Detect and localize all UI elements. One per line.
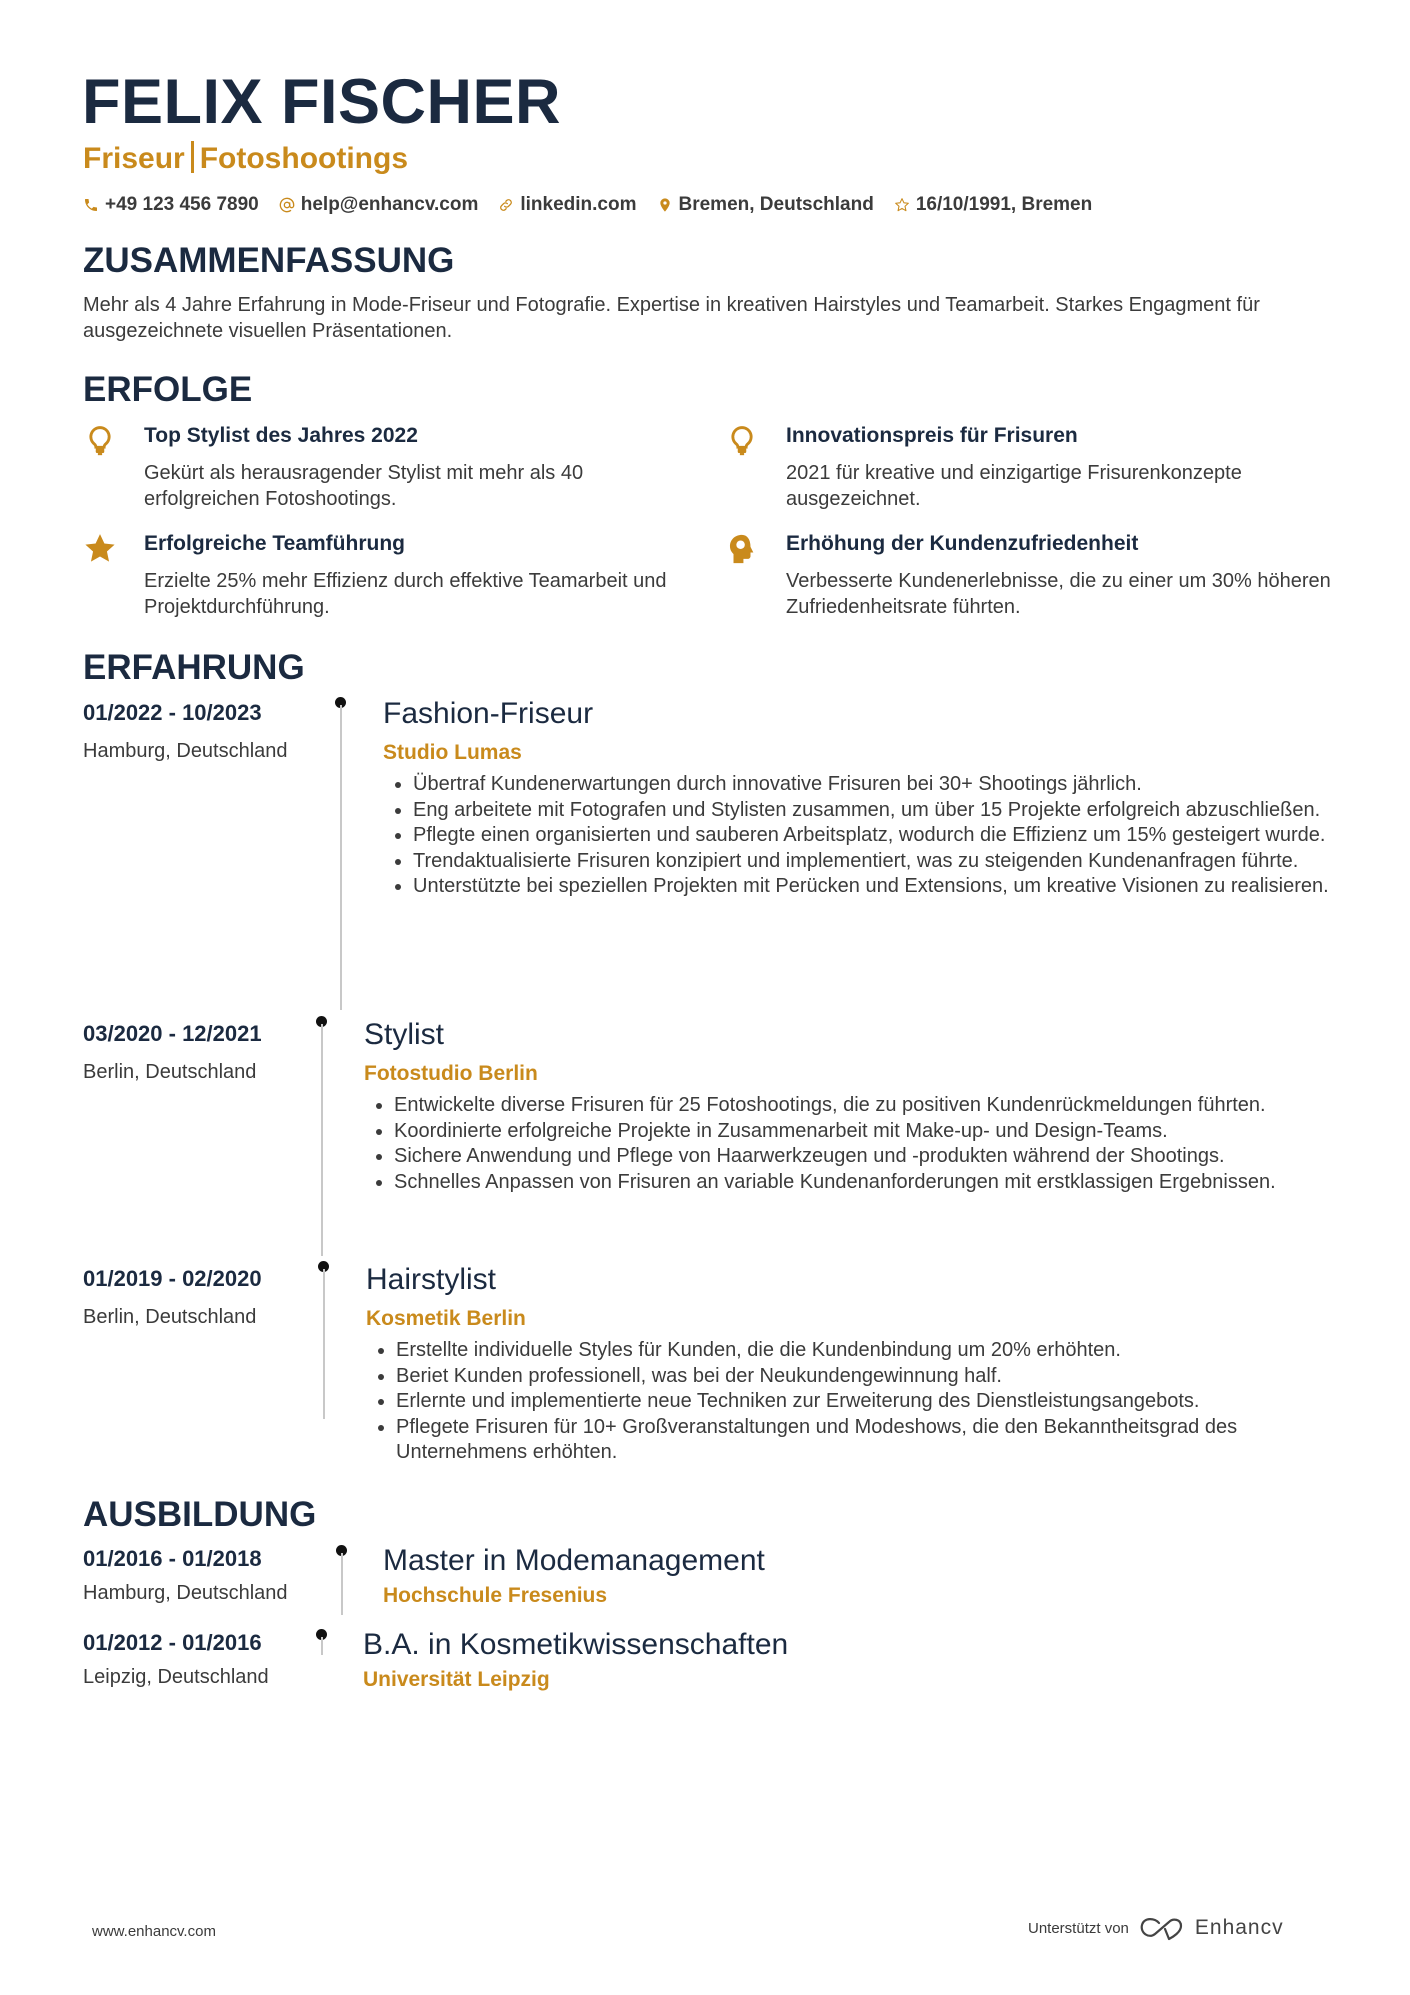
job-bullet: • Erlernte und implementierte neue Techniken zur Erweiterung des Dienstleistungsangebots. bbox=[396, 1389, 1356, 1415]
head-idea-icon bbox=[725, 532, 759, 566]
timeline-line bbox=[321, 1024, 323, 1256]
achievement-description: 2021 für kreative und einzigartige Frisurenkonzepte ausgezeichnet. bbox=[786, 462, 1242, 510]
job-dates: 03/2020 - 12/2021 bbox=[83, 1021, 262, 1046]
education-dates: 01/2016 - 01/2018 bbox=[83, 1546, 262, 1571]
timeline-line bbox=[340, 705, 342, 1010]
experience-heading: ERFAHRUNG bbox=[83, 648, 305, 687]
lightbulb-icon bbox=[83, 424, 117, 458]
job-location: Berlin, Deutschland bbox=[83, 1061, 257, 1083]
summary-heading: ZUSAMMENFASSUNG bbox=[83, 241, 455, 280]
job-company: Studio Lumas bbox=[383, 741, 522, 764]
candidate-title bbox=[83, 141, 408, 176]
star-outline-icon bbox=[894, 197, 910, 213]
job-bullet: • Sichere Anwendung und Pflege von Haarwerkzeugen und -produkten während der Shootings. bbox=[394, 1144, 1384, 1170]
job-role: Hairstylist bbox=[366, 1263, 497, 1296]
job-role: Stylist bbox=[364, 1018, 445, 1051]
education-degree: Master in Modemanagement bbox=[383, 1544, 765, 1577]
job-bullet: • Entwickelte diverse Frisuren für 25 Fotoshootings, die zu positiven Kundenrückmeldungen führten. bbox=[394, 1093, 1384, 1119]
education-school: Hochschule Fresenius bbox=[383, 1584, 608, 1607]
location-text: Bremen, Deutschland bbox=[678, 194, 874, 215]
timeline-line bbox=[341, 1553, 343, 1615]
job-bullet: • Pflegete Frisuren für 10+ Großveranstaltungen und Modeshows, die den Bekanntheitsgrad des Unternehmens erhöhten. bbox=[396, 1415, 1356, 1466]
education-dates: 01/2012 - 01/2016 bbox=[83, 1630, 262, 1655]
title-part-1: Friseur bbox=[83, 142, 185, 175]
summary-text: Mehr als 4 Jahre Erfahrung in Mode-Friseur und Fotografie. Expertise in kreativen Hairstyles und Teamarbeit. Starkes Engagment für ausgezeichnete visuellen Präsentationen. bbox=[83, 294, 1260, 342]
job-bullet: • Beriet Kunden professionell, was bei der Neukundengewinnung half. bbox=[396, 1364, 1356, 1390]
powered-by-label: Unterstützt von bbox=[1028, 1919, 1129, 1937]
job-bullet: • Übertraf Kundenerwartungen durch innovative Frisuren bei 30+ Shootings jährlich. bbox=[413, 772, 1373, 798]
birth-text: 16/10/1991, Bremen bbox=[915, 194, 1093, 215]
enhancv-logo-icon bbox=[1139, 1915, 1185, 1941]
job-bullet: • Schnelles Anpassen von Frisuren an variable Kundenanforderungen mit erstklassigen Ergebnissen. bbox=[394, 1170, 1384, 1196]
email-text: help@enhancv.com bbox=[300, 194, 479, 215]
job-bullet: • Pflegte einen organisierten und sauberen Arbeitsplatz, wodurch die Effizienz um 15% gesteigert wurde. bbox=[413, 823, 1373, 849]
star-icon bbox=[83, 532, 117, 566]
achievements-heading: ERFOLGE bbox=[83, 370, 253, 409]
achievement-title: Erhöhung der Kundenzufriedenheit bbox=[786, 532, 1139, 555]
education-degree: B.A. in Kosmetikwissenschaften bbox=[363, 1628, 789, 1661]
footer-website[interactable]: www.enhancv.com bbox=[92, 1923, 216, 1940]
achievement-title: Top Stylist des Jahres 2022 bbox=[144, 424, 418, 447]
contact-email[interactable] bbox=[279, 194, 479, 216]
lightbulb-icon bbox=[725, 424, 759, 458]
title-part-2: Fotoshootings bbox=[199, 142, 409, 175]
link-icon bbox=[498, 197, 514, 213]
job-bullet: • Koordinierte erfolgreiche Projekte in Zusammenarbeit mit Make-up- und Design-Teams. bbox=[394, 1119, 1384, 1145]
phone-icon bbox=[83, 197, 99, 213]
timeline-line bbox=[321, 1637, 323, 1655]
job-dates: 01/2022 - 10/2023 bbox=[83, 700, 262, 725]
linkedin-text: linkedin.com bbox=[520, 194, 637, 215]
job-bullets bbox=[366, 1338, 1356, 1466]
phone-text: +49 123 456 7890 bbox=[105, 194, 259, 215]
education-location: Leipzig, Deutschland bbox=[83, 1666, 269, 1688]
job-dates: 01/2019 - 02/2020 bbox=[83, 1266, 262, 1291]
at-icon bbox=[279, 197, 295, 213]
contact-bar bbox=[83, 194, 1092, 216]
education-heading: AUSBILDUNG bbox=[83, 1495, 317, 1534]
brand-name: Enhancv bbox=[1194, 1916, 1284, 1939]
timeline-line bbox=[323, 1269, 325, 1419]
job-location: Hamburg, Deutschland bbox=[83, 740, 288, 762]
job-bullet: • Eng arbeitete mit Fotografen und Stylisten zusammen, um über 15 Projekte erfolgreich abzuschließen. bbox=[413, 798, 1373, 824]
location-pin-icon bbox=[657, 197, 673, 213]
candidate-name: FELIX FISCHER bbox=[82, 67, 562, 137]
contact-linkedin[interactable] bbox=[498, 194, 636, 216]
education-school: Universität Leipzig bbox=[363, 1668, 550, 1691]
job-bullet: • Trendaktualisierte Frisuren konzipiert und implementiert, was zu steigenden Kundenanfragen führte. bbox=[413, 849, 1373, 875]
job-location: Berlin, Deutschland bbox=[83, 1306, 257, 1328]
job-company: Fotostudio Berlin bbox=[364, 1062, 538, 1085]
achievement-title: Erfolgreiche Teamführung bbox=[144, 532, 405, 555]
achievement-title: Innovationspreis für Frisuren bbox=[786, 424, 1078, 447]
achievement-description: Gekürt als herausragender Stylist mit mehr als 40 erfolgreichen Fotoshootings. bbox=[144, 462, 584, 510]
job-bullets bbox=[383, 772, 1373, 900]
contact-phone[interactable] bbox=[83, 194, 259, 216]
education-location: Hamburg, Deutschland bbox=[83, 1582, 288, 1604]
contact-birth bbox=[894, 194, 1092, 216]
job-bullet: • Unterstützte bei speziellen Projekten mit Perücken und Extensions, um kreative Visionen zu realisieren. bbox=[413, 874, 1373, 900]
achievement-description: Verbesserte Kundenerlebnisse, die zu einer um 30% höheren Zufriedenheitsrate führten. bbox=[786, 570, 1331, 618]
job-role: Fashion-Friseur bbox=[383, 697, 594, 730]
job-company: Kosmetik Berlin bbox=[366, 1307, 526, 1330]
job-bullets bbox=[364, 1093, 1384, 1195]
footer-branding bbox=[1028, 1915, 1284, 1941]
job-bullet: • Erstellte individuelle Styles für Kunden, die die Kundenbindung um 20% erhöhten. bbox=[396, 1338, 1356, 1364]
achievement-description: Erzielte 25% mehr Effizienz durch effektive Teamarbeit und Projektdurchführung. bbox=[144, 570, 667, 618]
title-separator bbox=[191, 141, 194, 173]
contact-location bbox=[657, 194, 874, 216]
